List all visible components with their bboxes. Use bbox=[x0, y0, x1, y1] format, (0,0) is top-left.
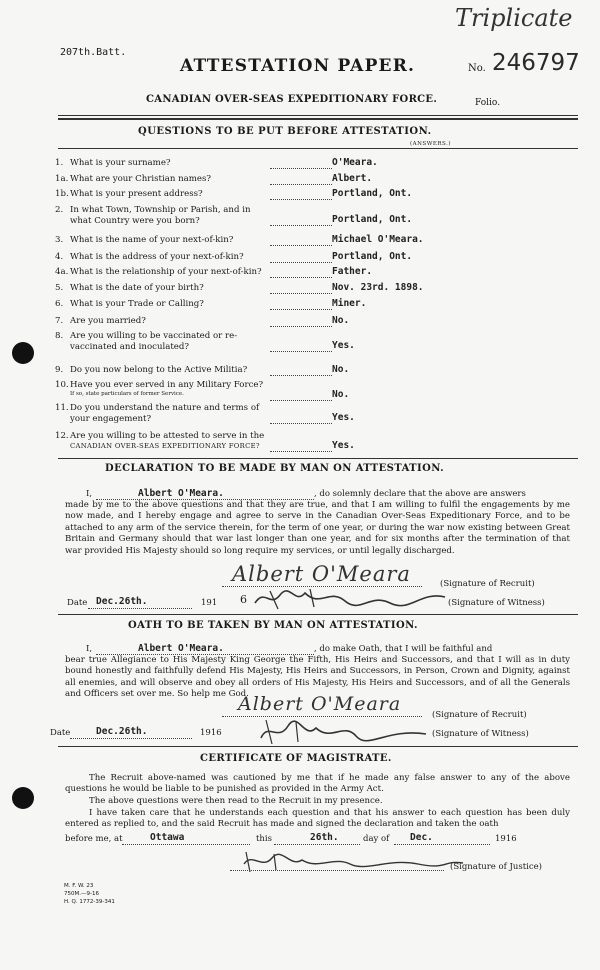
header-rule bbox=[58, 115, 578, 116]
oath-recruit-name: Albert O'Meara. bbox=[138, 643, 224, 654]
certificate-read-text: The above questions were then read to the Recruit in my presence. bbox=[89, 796, 383, 806]
question-text: Are you willing to be attested to serve in the bbox=[70, 431, 265, 441]
oath-witness-signature-scribble bbox=[256, 716, 431, 746]
oath-body: bear true Allegiance to His Majesty King George the Fifth, His Heirs and Successors, and that I will as in duty bound honestly and faithfully defend His Majesty, His Heirs and Successors, in Person, Crown and Dignity, against all enemies, and will observe and obey all orders of His Majesty, His Heirs and Successors, and of all the Generals and Officers set over me. So help me God. bbox=[65, 655, 570, 700]
answer-value: No. bbox=[332, 364, 350, 375]
oath-witness-label: (Signature of Witness) bbox=[432, 729, 529, 739]
oath-year: 1916 bbox=[200, 728, 222, 738]
oath-recruit-signature: Albert O'Meara bbox=[238, 693, 402, 715]
answer-value: Yes. bbox=[332, 340, 355, 351]
answer-value: No. bbox=[332, 315, 350, 326]
answer-value: Portland, Ont. bbox=[332, 188, 413, 199]
answer-value: Yes. bbox=[332, 440, 355, 451]
question-text: In what Town, Township or Parish, and in bbox=[70, 205, 251, 215]
answer-value: Albert. bbox=[332, 173, 373, 184]
declaration-date-label: Date bbox=[67, 598, 88, 608]
question-text: What is your surname? bbox=[70, 158, 171, 168]
certificate-caution-text: The Recruit above-named was cautioned by me that if he made any false answer to any of the above questions he would be liable to be punished as provided in the Army Act. bbox=[65, 773, 570, 795]
question-text: What is the name of your next-of-kin? bbox=[70, 235, 234, 245]
question-text: Are you married? bbox=[70, 316, 146, 326]
question-number: 4. bbox=[55, 252, 64, 262]
question-number: 2. bbox=[55, 205, 64, 215]
question-text: What is your present address? bbox=[70, 189, 203, 199]
question-number: 11. bbox=[55, 403, 69, 413]
oath-date: Dec.26th. bbox=[96, 726, 148, 737]
question-number: 12. bbox=[55, 431, 69, 441]
declaration-witness-label: (Signature of Witness) bbox=[448, 598, 545, 608]
form-hq-code: H. Q. 1772-39-341 bbox=[64, 899, 115, 905]
oath-recruit-label: (Signature of Recruit) bbox=[432, 710, 527, 720]
question-number: 4a. bbox=[55, 267, 69, 277]
question-number: 7. bbox=[55, 316, 64, 326]
question-text: What are your Christian names? bbox=[70, 174, 212, 184]
oath-intro-text: , do make Oath, that I will be faithful and bbox=[314, 644, 493, 654]
question-text: What is the relationship of your next-of-kin? bbox=[70, 267, 262, 277]
answer-value: Miner. bbox=[332, 298, 367, 309]
declaration-end-rule bbox=[58, 614, 578, 615]
declaration-heading: DECLARATION TO BE MADE BY MAN ON ATTESTATION. bbox=[105, 463, 444, 474]
page-title: ATTESTATION PAPER. bbox=[180, 56, 416, 76]
questions-heading: QUESTIONS TO BE PUT BEFORE ATTESTATION. bbox=[138, 126, 432, 137]
answer-value: Yes. bbox=[332, 412, 355, 423]
certificate-heading: CERTIFICATE OF MAGISTRATE. bbox=[200, 753, 392, 764]
answer-value: Father. bbox=[332, 266, 373, 277]
question-text-continued: your engagement? bbox=[70, 414, 152, 424]
question-text: Are you willing to be vaccinated or re- bbox=[70, 331, 238, 341]
certificate-month: Dec. bbox=[410, 832, 433, 843]
declaration-year-prefix: 191 bbox=[201, 598, 218, 608]
certificate-before-me: before me, at bbox=[65, 834, 123, 844]
declaration-recruit-signature: Albert O'Meara bbox=[232, 562, 411, 586]
justice-signature-scribble bbox=[238, 848, 468, 876]
oath-end-rule bbox=[58, 746, 578, 747]
certificate-place: Ottawa bbox=[150, 832, 185, 843]
header-rule-double bbox=[58, 118, 578, 120]
folio-label: Folio. bbox=[475, 98, 501, 108]
question-text: What is the address of your next-of-kin? bbox=[70, 252, 244, 262]
number-label: No. bbox=[468, 63, 486, 74]
answer-value: Nov. 23rd. 1898. bbox=[332, 282, 424, 293]
question-number: 10. bbox=[55, 380, 69, 390]
force-name: CANADIAN OVER-SEAS EXPEDITIONARY FORCE. bbox=[146, 94, 438, 105]
answer-value: Portland, Ont. bbox=[332, 251, 413, 262]
question-number: 1. bbox=[55, 158, 64, 168]
questions-end-rule bbox=[58, 458, 578, 459]
declaration-recruit-name: Albert O'Meara. bbox=[138, 488, 224, 499]
question-text-continued: what Country were you born? bbox=[70, 216, 200, 226]
question-number: 9. bbox=[55, 365, 64, 375]
declaration-intro-text: , do solemnly declare that the above are answers bbox=[314, 489, 526, 499]
certificate-year: 1916 bbox=[495, 834, 517, 844]
declaration-body: made by me to the above questions and that they are true, and that I am willing to fulfil the engagements by me now made, and I hereby engage and agree to serve in the Canadian Over-Seas Expeditionary Force, and to be attached to any arm of the service therein, for the term of one year, or during the war now existing between Great Britain and Germany should that war last longer than one year, and for six months after the termination of that war provided His Majesty should so long require my services, or until legally discharged. bbox=[65, 500, 570, 556]
answers-label: (ANSWERS.) bbox=[410, 141, 451, 147]
question-number: 5. bbox=[55, 283, 64, 293]
battalion-label: 207th.Batt. bbox=[60, 47, 127, 58]
question-text-continued: If so, state particulars of former Service. bbox=[70, 391, 184, 397]
form-print-run: 750M.—9-16 bbox=[64, 891, 99, 897]
attestation-number: 246797 bbox=[492, 50, 580, 76]
question-text: What is the date of your birth? bbox=[70, 283, 204, 293]
oath-date-label: Date bbox=[50, 728, 71, 738]
question-text: Do you understand the nature and terms of bbox=[70, 403, 260, 413]
question-text: Have you ever served in any Military Force? bbox=[70, 380, 264, 390]
punch-hole-bottom bbox=[12, 787, 34, 809]
question-text-continued: CANADIAN OVER-SEAS EXPEDITIONARY FORCE? bbox=[70, 442, 260, 450]
certificate-this-label: this bbox=[256, 834, 272, 844]
punch-hole-top bbox=[12, 342, 34, 364]
answer-value: O'Meara. bbox=[332, 157, 378, 168]
answer-value: No. bbox=[332, 389, 350, 400]
questions-rule bbox=[58, 148, 578, 149]
declaration-date: Dec.26th. bbox=[96, 596, 148, 607]
handwritten-triplicate: Triplicate bbox=[455, 4, 573, 32]
question-text-continued: vaccinated and inoculated? bbox=[70, 342, 189, 352]
question-text: Do you now belong to the Active Militia? bbox=[70, 365, 248, 375]
oath-i-label: I, bbox=[86, 644, 93, 654]
form-code: M. F. W. 23 bbox=[64, 883, 94, 889]
declaration-recruit-label: (Signature of Recruit) bbox=[440, 579, 535, 589]
answer-value: Portland, Ont. bbox=[332, 214, 413, 225]
question-number: 1a. bbox=[55, 174, 69, 184]
oath-heading: OATH TO BE TAKEN BY MAN ON ATTESTATION. bbox=[128, 620, 418, 631]
certificate-care-text: I have taken care that he understands each question and that his answer to each question has been duly entered as replied to, and the said Recruit has made and signed the declaration and taken the oath bbox=[65, 808, 570, 830]
declaration-year-suffix: 6 bbox=[240, 593, 247, 606]
question-number: 8. bbox=[55, 331, 64, 341]
answer-value: Michael O'Meara. bbox=[332, 234, 424, 245]
certificate-day: 26th. bbox=[310, 832, 339, 843]
question-number: 1b. bbox=[55, 189, 69, 199]
certificate-day-of: day of bbox=[363, 834, 390, 844]
question-number: 6. bbox=[55, 299, 64, 309]
witness-signature-scribble bbox=[250, 583, 450, 613]
declaration-i-label: I, bbox=[86, 489, 93, 499]
certificate-justice-label: (Signature of Justice) bbox=[450, 862, 542, 872]
question-text: What is your Trade or Calling? bbox=[70, 299, 204, 309]
question-number: 3. bbox=[55, 235, 64, 245]
